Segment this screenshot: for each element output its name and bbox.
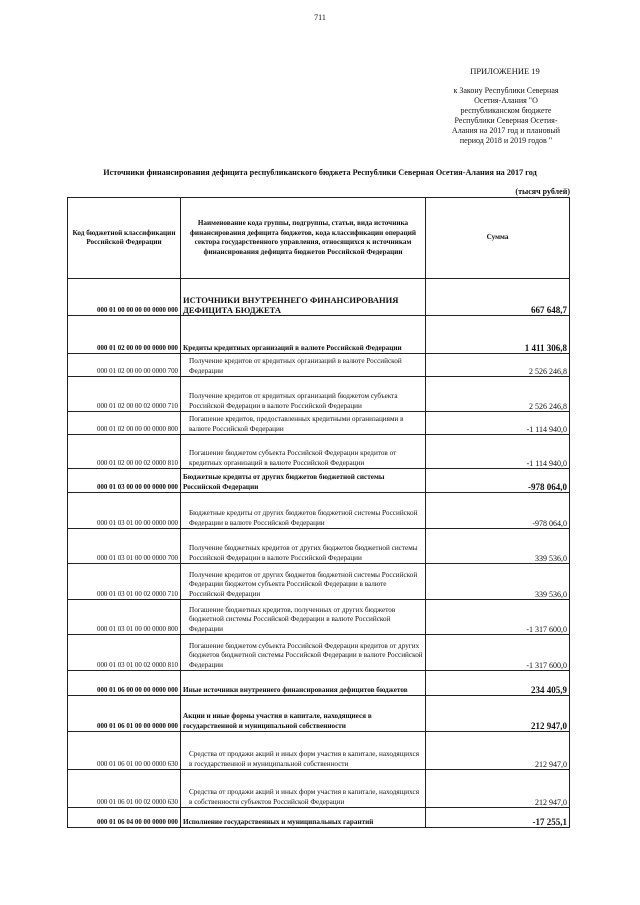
table-row [68,412,570,435]
row-sum: 212 947,0 [426,770,570,808]
row-name: Погашение кредитов, предоставленных кредитными организациями в валюте Российской Федерации [181,412,426,435]
row-code: 000 01 06 01 00 00 0000 000 [68,696,181,732]
table-row [68,435,570,469]
row-sum: -17 255,1 [426,808,570,828]
row-sum: 667 648,7 [426,279,570,316]
row-sum: -1 317 600,0 [426,635,570,671]
row-name: Иные источники внутреннего финансирования дефицитов бюджетов [181,671,426,696]
appendix-line: Республики Северная Осетия- [454,116,558,125]
row-name: Погашение бюджетом субъекта Российской Федерации кредитов от других бюджетов бюджетной системы Российской Федерации в валюте Российской Федерации [181,635,426,671]
table-row [68,493,570,529]
table-row [68,635,570,671]
row-name: Бюджетные кредиты от других бюджетов бюджетной системы Российской Федерации [181,469,426,493]
row-name: ИСТОЧНИКИ ВНУТРЕННЕГО ФИНАНСИРОВАНИЯ ДЕФИЦИТА БЮДЖЕТА [181,279,426,316]
row-code: 000 01 03 01 00 00 0000 700 [68,529,181,564]
appendix-line: Алания на 2017 год и плановый [451,126,561,135]
table-header-row [68,198,570,279]
row-name: Исполнение государственных и муниципальных гарантий [181,808,426,828]
row-name: Кредиты кредитных организаций в валюте Российской Федерации [181,316,426,354]
row-name: Получение кредитов от кредитных организаций бюджетом субъекта Российской Федерации в валюте Российской Федерации [181,377,426,412]
row-code: 000 01 06 00 00 00 0000 000 [68,671,181,696]
table-row [68,316,570,354]
row-sum: 212 947,0 [426,732,570,770]
row-code: 000 01 02 00 00 02 0000 810 [68,435,181,469]
row-name: Получение кредитов от других бюджетов бюджетной системы Российской Федерации бюджетом субъекта Российской Федерации в валюте Российской Федерации [181,564,426,600]
row-code: 000 01 02 00 00 02 0000 710 [68,377,181,412]
row-sum: 339 536,0 [426,564,570,600]
row-sum: 2 526 246,8 [426,354,570,377]
table-row [68,529,570,564]
row-code: 000 01 03 01 00 00 0000 000 [68,493,181,529]
row-code: 000 01 06 04 00 00 0000 000 [68,808,181,828]
row-name: Получение кредитов от кредитных организаций в валюте Российской Федерации [181,354,426,377]
appendix-line: республиканском бюджете [460,106,552,115]
row-code: 000 01 03 01 00 02 0000 710 [68,564,181,600]
table-row [68,564,570,600]
table-row [68,770,570,808]
row-sum: 2 526 246,8 [426,377,570,412]
appendix-line: к Закону Республики Северная [453,86,559,95]
row-code: 000 01 00 00 00 00 0000 000 [68,279,181,316]
table-row [68,696,570,732]
appendix-line: период 2018 и 2019 годов " [459,136,553,145]
appendix-subtitle [420,86,592,146]
row-code: 000 01 03 01 00 02 0000 810 [68,635,181,671]
row-name: Погашение бюджетом субъекта Российской Федерации кредитов от кредитных организаций в валюте Российской Федерации [181,435,426,469]
row-sum: 1 411 306,8 [426,316,570,354]
row-code: 000 01 02 00 00 00 0000 000 [68,316,181,354]
table-row [68,671,570,696]
row-sum: 339 536,0 [426,529,570,564]
document-title: Источники финансирования дефицита республиканского бюджета Республики Северная Осетия-Алания на 2017 год [103,168,537,177]
table-row [68,279,570,316]
row-sum: -978 064,0 [426,469,570,493]
row-code: 000 01 02 00 00 00 0000 700 [68,354,181,377]
appendix-title: ПРИЛОЖЕНИЕ 19 [470,66,540,76]
row-name: Средства от продажи акций и иных форм участия в капитале, находящихся в государственной и муниципальной собственности [181,732,426,770]
table-row [68,808,570,828]
row-sum: 234 405,9 [426,671,570,696]
table-row [68,354,570,377]
row-code: 000 01 03 01 00 00 0000 800 [68,600,181,635]
table-row [68,732,570,770]
row-name: Акции и иные формы участия в капитале, находящиеся в государственной и муниципальной собственности [181,696,426,732]
appendix-line: Осетия-Алания "О [474,96,538,105]
row-code: 000 01 06 01 00 00 0000 630 [68,732,181,770]
row-name: Погашение бюджетных кредитов, полученных от других бюджетов бюджетной системы Российской Федерации в валюте Российской Федерации [181,600,426,635]
row-sum: -1 317 600,0 [426,600,570,635]
table-row [68,377,570,412]
row-code: 000 01 06 01 00 02 0000 630 [68,770,181,808]
row-code: 000 01 03 00 00 00 0000 000 [68,469,181,493]
table-row [68,600,570,635]
row-sum: -978 064,0 [426,493,570,529]
page-number: 711 [314,13,326,22]
row-code: 000 01 02 00 00 00 0000 800 [68,412,181,435]
row-name: Средства от продажи акций и иных форм участия в капитале, находящихся в собственности субъектов Российской Федерации [181,770,426,808]
row-name: Бюджетные кредиты от других бюджетов бюджетной системы Российской Федерации в валюте Российской Федерации [181,493,426,529]
header-code: Код бюджетной классификации Российской Федерации [68,198,181,279]
row-name: Получение бюджетных кредитов от других бюджетов бюджетной системы Российской Федерации в валюте Российской Федерации [181,529,426,564]
header-sum: Сумма [426,198,570,279]
row-sum: -1 114 940,0 [426,435,570,469]
row-sum: -1 114 940,0 [426,412,570,435]
table-row [68,469,570,493]
units-label: (тысяч рублей) [515,187,570,196]
budget-sources-table [67,197,570,828]
header-name: Наименование кода группы, подгруппы, статьи, вида источника финансирования дефицита бюджетов, кода классификации операций сектора государственного управления, относящихся к источникам финансирования дефицита бюджетов Российской Федерации [181,198,426,279]
row-sum: 212 947,0 [426,696,570,732]
